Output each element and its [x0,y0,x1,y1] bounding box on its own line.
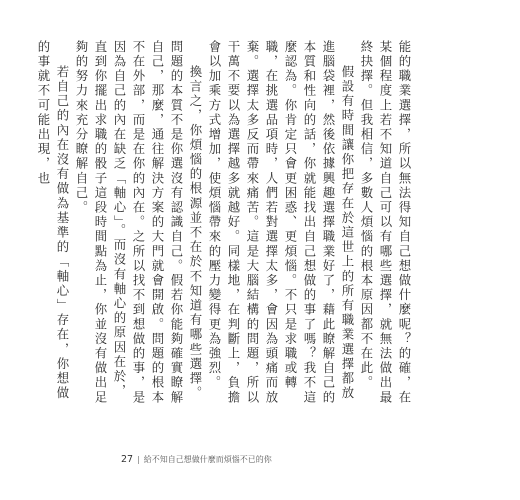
paragraph-1: 能的職業選擇，所以無法得知自己想做什麼呢？的確，在某個程度上若不知道自己可以有哪些選擇，就無法做出最終抉擇。但我相信，多數人煩惱的根本原因都不在此。 [359,40,412,405]
footer-separator: | [137,454,140,464]
page-number: 27 [121,453,134,465]
running-title: 給不知自己想做什麼而煩惱不已的你 [143,454,272,464]
body-text [36,40,414,410]
paragraph-4: 若自己的內在沒有做為基準的「軸心」存在，你想做的事就不可能出現，也 [36,40,70,401]
paragraph-2: 假設有時間讓你把存在於這世上的所有職業選擇都放進腦袋裡，然後依據興趣選擇職業好了，藉此瞭解自己的本質和性向的話，你就能找出自己想做的事了嗎？我不這麼認為。你肯定只會更困惑、更煩惱。不只是求職或轉職，在挑選品項時，人們若對選擇太多，會因為頭痛而放棄。選擇太多反而帶來痛苦。這是大腦結構的問題，所以干萬不要以為選擇越多就越好。同樣地，在判斷上，負擔會以加乘方式增加，使煩惱帶來的壓力變得更為強烈。 [207,40,355,405]
paragraph-3: 換言之，你煩惱的根源並不在於不知道有哪些選擇。問題的本質不是你選沒有認識自己。假若你能夠確實瞭解自己，那麼，通往解決方案的大門就會開啟。問題的根本不在外部，而是在你的內在。之所以找不到想做的事，是因為自己的內在缺乏「軸心」。而沒有軸心的原因在於，直到你擺出求職的骰子這段時間點為止，你並沒有做出足夠的努力來充分瞭解自己。 [74,40,203,405]
page-footer [121,452,272,466]
